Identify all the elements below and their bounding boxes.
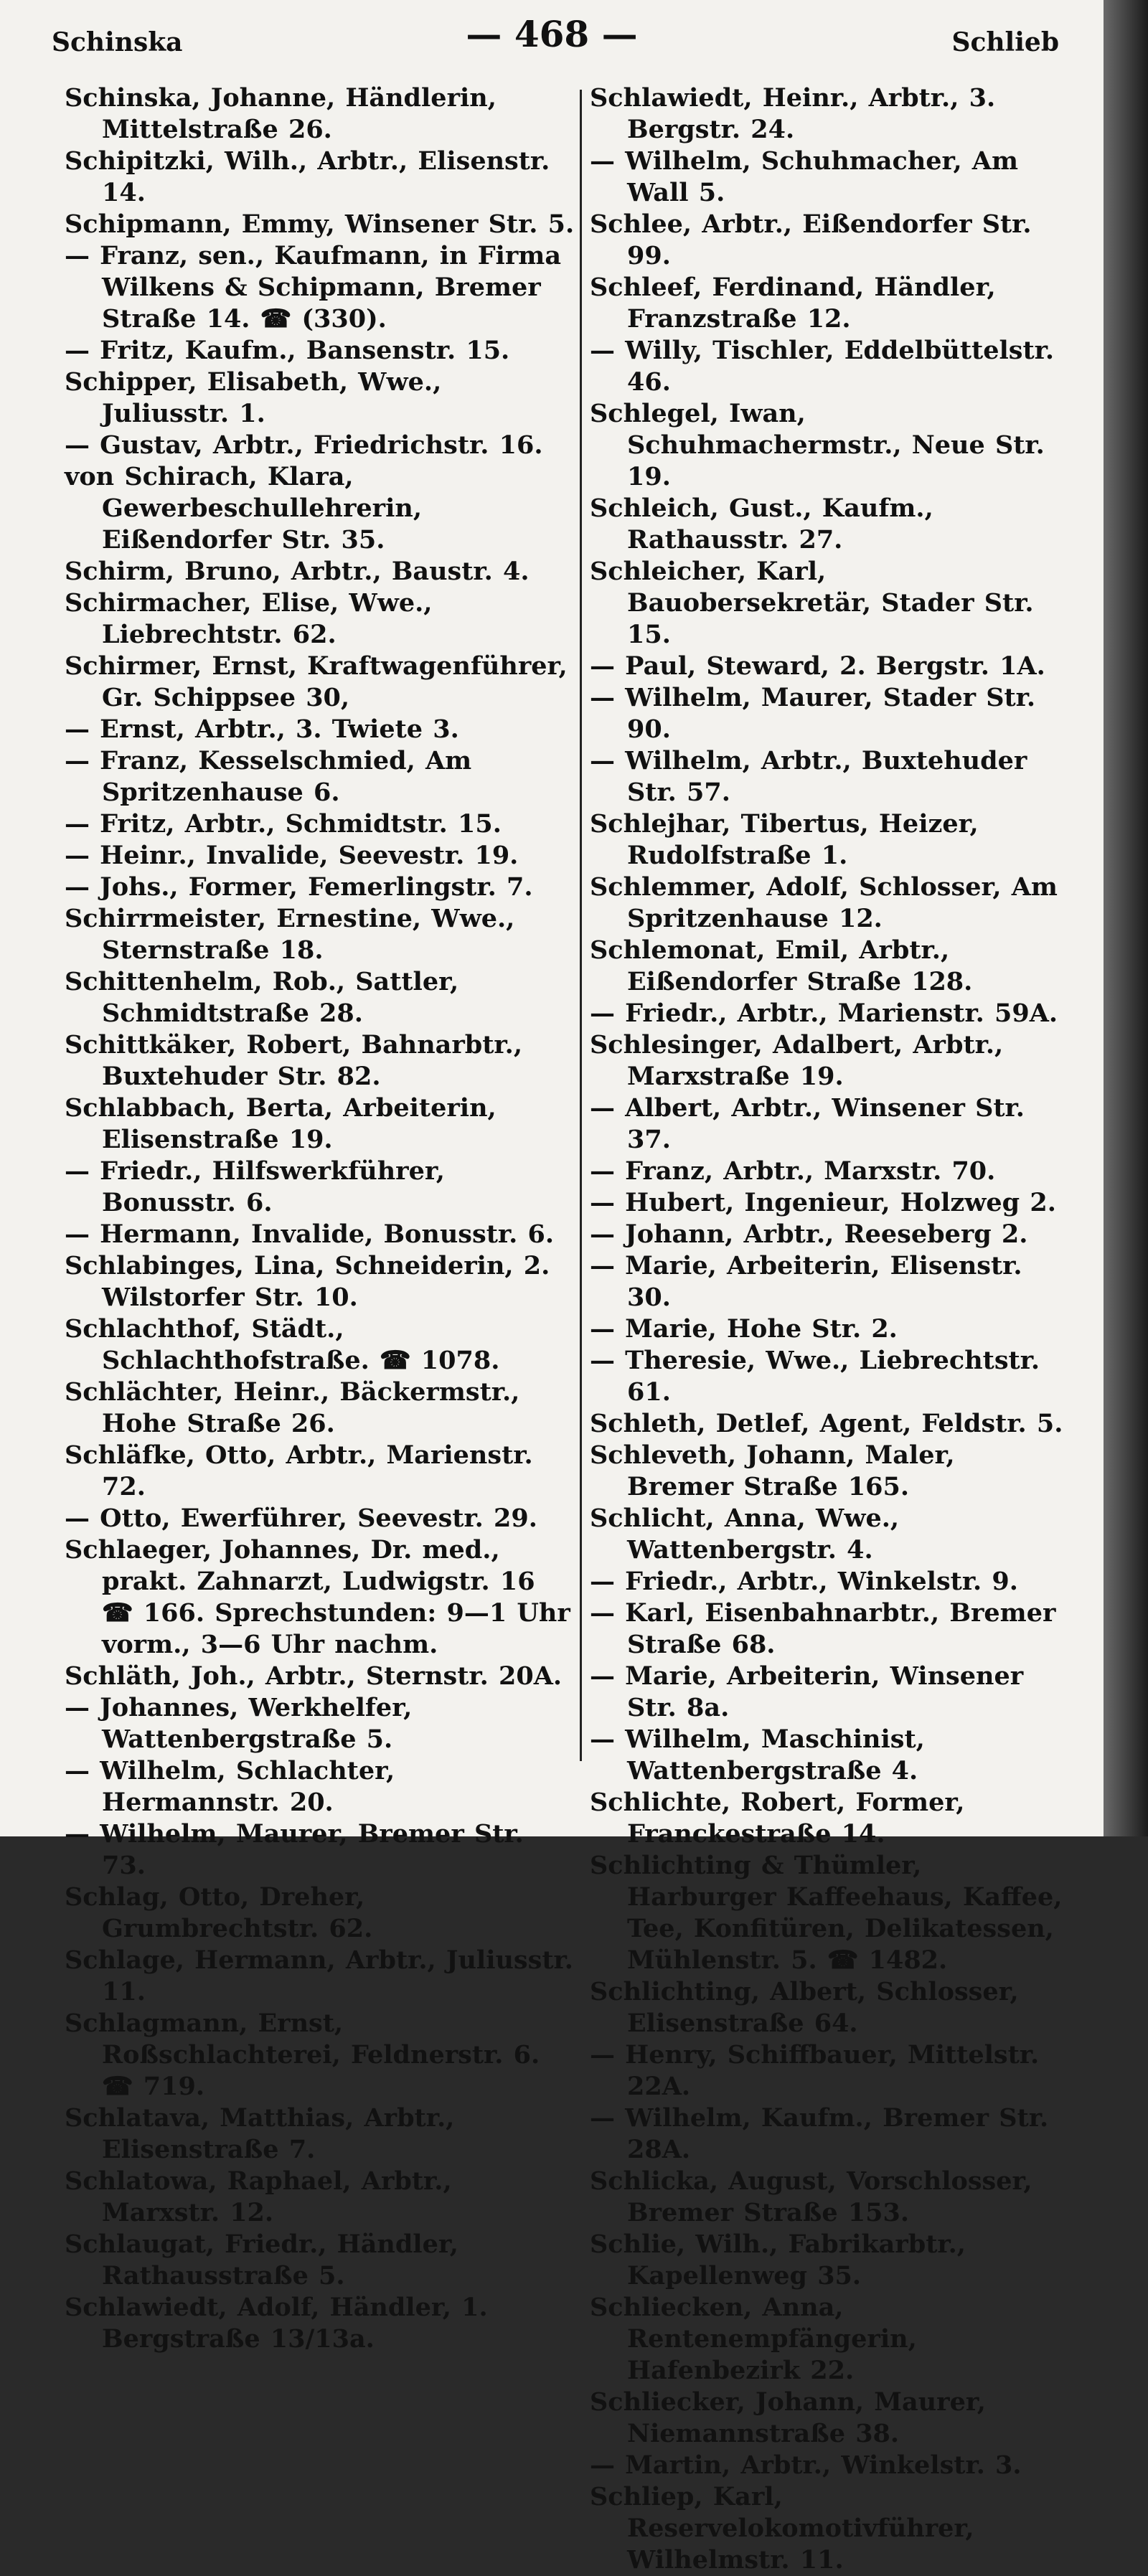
header-last-entry: Schlieb <box>951 27 1059 57</box>
directory-entry: — Wilhelm, Maurer, Stader Str. 90. <box>590 683 1036 744</box>
directory-entry: — Wilhelm, Maschinist, Wattenbergstraße 4. <box>590 1725 925 1785</box>
directory-entry: — Johannes, Werkhelfer, Wattenbergstraße 5. <box>65 1693 413 1754</box>
directory-entry: Schipitzki, Wilh., Arbtr., Elisenstr. 14. <box>65 146 550 207</box>
directory-entry: — Fritz, Kaufm., Bansenstr. 15. <box>65 336 510 365</box>
directory-entry: Schlag, Otto, Dreher, Grumbrechtstr. 62. <box>65 1882 373 1943</box>
directory-entry: Schleth, Detlef, Agent, Feldstr. 5. <box>590 1409 1063 1438</box>
directory-entry: Schlachthof, Städt., Schlachthofstraße. ☎ 1078. <box>65 1314 500 1375</box>
directory-entry: — Hubert, Ingenieur, Holzweg 2. <box>590 1188 1056 1217</box>
directory-entry: — Marie, Arbeiterin, Elisenstr. 30. <box>590 1251 1022 1312</box>
directory-entry: Schlichting, Albert, Schlosser, Elisenstraße 64. <box>590 1977 1019 2038</box>
directory-entry: Schlagmann, Ernst, Roßschlachterei, Feldnerstr. 6. ☎ 719. <box>65 2009 540 2101</box>
directory-entry: Schleicher, Karl, Bauobersekretär, Stader Str. 15. <box>590 557 1034 649</box>
directory-entry: Schlee, Arbtr., Eißendorfer Str. 99. <box>590 209 1032 270</box>
header-first-entry: Schinska <box>52 27 183 57</box>
directory-entry: Schläth, Joh., Arbtr., Sternstr. 20A. <box>65 1661 563 1691</box>
directory-entry: Schlemmer, Adolf, Schlosser, Am Spritzenhause 12. <box>590 872 1058 933</box>
directory-entry: Schläfke, Otto, Arbtr., Marienstr. 72. <box>65 1440 533 1501</box>
directory-entry: Schlie, Wilh., Fabrikarbtr., Kapellenweg 35. <box>590 2230 966 2290</box>
directory-entry: — Karl, Eisenbahnarbtr., Bremer Straße 68. <box>590 1598 1056 1659</box>
page-number: — 468 — <box>466 13 638 55</box>
directory-entry: — Albert, Arbtr., Winsener Str. 37. <box>590 1093 1025 1154</box>
directory-entry: — Johann, Arbtr., Reeseberg 2. <box>590 1219 1028 1249</box>
directory-entry: Schlaeger, Johannes, Dr. med., prakt. Zahnarzt, Ludwigstr. 16 ☎ 166. Sprechstunden: 9—1 Uhr vorm., 3—6 Uhr nachm. <box>65 1535 570 1659</box>
left-column <box>65 82 575 2354</box>
directory-entry: — Marie, Hohe Str. 2. <box>590 1314 898 1344</box>
directory-entry: Schlemonat, Emil, Arbtr., Eißendorfer Straße 128. <box>590 935 973 996</box>
directory-entry: Schlicka, August, Vorschlosser, Bremer Straße 153. <box>590 2166 1032 2227</box>
directory-entry: Schliep, Karl, Reservelokomotivführer, Wilhelmstr. 11. <box>590 2482 974 2575</box>
directory-entry: Schlawiedt, Adolf, Händler, 1. Bergstraße 13/13a. <box>65 2293 488 2354</box>
directory-entry: Schlabinges, Lina, Schneiderin, 2. Wilstorfer Str. 10. <box>65 1251 550 1312</box>
directory-entry: Schirmacher, Elise, Wwe., Liebrechtstr. 62. <box>65 588 433 649</box>
column-divider <box>580 90 582 1761</box>
directory-entry: Schittkäker, Robert, Bahnarbtr., Buxtehuder Str. 82. <box>65 1030 523 1091</box>
directory-entry: — Franz, sen., Kaufmann, in Firma Wilkens & Schipmann, Bremer Straße 14. ☎ (330). <box>65 241 562 334</box>
directory-entry: — Wilhelm, Arbtr., Buxtehuder Str. 57. <box>590 746 1027 807</box>
directory-entry: Schipmann, Emmy, Winsener Str. 5. <box>65 209 575 239</box>
directory-entry: — Hermann, Invalide, Bonusstr. 6. <box>65 1219 555 1249</box>
directory-entry: — Fritz, Arbtr., Schmidtstr. 15. <box>65 809 502 839</box>
directory-entry: — Paul, Steward, 2. Bergstr. 1A. <box>590 651 1045 681</box>
directory-entry: — Wilhelm, Maurer, Bremer Str. 73. <box>65 1819 524 1880</box>
directory-entry: Schlatava, Matthias, Arbtr., Elisenstraße 7. <box>65 2103 455 2164</box>
directory-entry: Schlejhar, Tibertus, Heizer, Rudolfstraße 1. <box>590 809 979 870</box>
directory-entry: Schliecker, Johann, Maurer, Niemannstraße 38. <box>590 2387 986 2448</box>
directory-entry: — Ernst, Arbtr., 3. Twiete 3. <box>65 714 459 744</box>
page-header <box>0 13 1104 70</box>
directory-entry: Schirrmeister, Ernestine, Wwe., Sternstraße 18. <box>65 904 515 965</box>
directory-entry: — Friedr., Hilfswerkführer, Bonusstr. 6. <box>65 1156 445 1217</box>
directory-entry: — Friedr., Arbtr., Winkelstr. 9. <box>590 1567 1018 1596</box>
directory-entry: — Johs., Former, Femerlingstr. 7. <box>65 872 533 902</box>
directory-entry: Schlächter, Heinr., Bäckermstr., Hohe Straße 26. <box>65 1377 520 1438</box>
directory-entry: Schirmer, Ernst, Kraftwagenführer, Gr. Schippsee 30, <box>65 651 568 712</box>
directory-entry: — Wilhelm, Schlachter, Hermannstr. 20. <box>65 1756 395 1817</box>
directory-entry: — Heinr., Invalide, Seevestr. 19. <box>65 841 519 870</box>
directory-entry: Schliecken, Anna, Rentenempfängerin, Hafenbezirk 22. <box>590 2293 917 2385</box>
directory-entry: Schittenhelm, Rob., Sattler, Schmidtstraße 28. <box>65 967 459 1028</box>
directory-entry: Schlage, Hermann, Arbtr., Juliusstr. 11. <box>65 1945 573 2006</box>
directory-entry: Schlicht, Anna, Wwe., Wattenbergstr. 4. <box>590 1504 900 1565</box>
directory-entry: Schinska, Johanne, Händlerin, Mittelstraße 26. <box>65 83 497 144</box>
directory-entry: — Franz, Arbtr., Marxstr. 70. <box>590 1156 996 1186</box>
directory-entry: — Friedr., Arbtr., Marienstr. 59A. <box>590 999 1058 1028</box>
directory-entry: — Theresie, Wwe., Liebrechtstr. 61. <box>590 1346 1040 1407</box>
right-column <box>590 82 1069 2575</box>
directory-entry: — Martin, Arbtr., Winkelstr. 3. <box>590 2450 1022 2480</box>
directory-entry: Schleich, Gust., Kaufm., Rathausstr. 27. <box>590 494 933 555</box>
directory-entry: Schlesinger, Adalbert, Arbtr., Marxstraße 19. <box>590 1030 1004 1091</box>
directory-entry: — Wilhelm, Kaufm., Bremer Str. 28A. <box>590 2103 1049 2164</box>
directory-entry: Schipper, Elisabeth, Wwe., Juliusstr. 1. <box>65 367 442 428</box>
directory-entry: Schlichte, Robert, Former, Franckestraße 14. <box>590 1788 965 1849</box>
directory-entry: Schlaugat, Friedr., Händler, Rathausstraße 5. <box>65 2230 458 2290</box>
directory-entry: Schlatowa, Raphael, Arbtr., Marxstr. 12. <box>65 2166 452 2227</box>
directory-entry: — Henry, Schiffbauer, Mittelstr. 22A. <box>590 2040 1040 2101</box>
directory-entry: — Franz, Kesselschmied, Am Spritzenhause 6. <box>65 746 472 807</box>
directory-entry: — Wilhelm, Schuhmacher, Am Wall 5. <box>590 146 1019 207</box>
directory-entry: — Gustav, Arbtr., Friedrichstr. 16. <box>65 430 543 460</box>
directory-entry: Schleveth, Johann, Maler, Bremer Straße 165. <box>590 1440 955 1501</box>
directory-entry: Schlabbach, Berta, Arbeiterin, Elisenstraße 19. <box>65 1093 497 1154</box>
directory-entry: Schirm, Bruno, Arbtr., Baustr. 4. <box>65 557 530 586</box>
directory-entry: Schlawiedt, Heinr., Arbtr., 3. Bergstr. 24. <box>590 83 996 144</box>
directory-entry: Schleef, Ferdinand, Händler, Franzstraße 12. <box>590 273 996 334</box>
directory-entry: Schlichting & Thümler, Harburger Kaffeehaus, Kaffee, Tee, Konfitüren, Delikatessen, Mühlenstr. 5. ☎ 1482. <box>590 1851 1063 1975</box>
page-edge-shadow <box>1104 0 1148 1836</box>
directory-entry: — Willy, Tischler, Eddelbüttelstr. 46. <box>590 336 1055 397</box>
directory-entry: Schlegel, Iwan, Schuhmachermstr., Neue Str. 19. <box>590 399 1045 491</box>
directory-entry: — Otto, Ewerführer, Seevestr. 29. <box>65 1504 537 1533</box>
directory-entry: — Marie, Arbeiterin, Winsener Str. 8a. <box>590 1661 1024 1722</box>
directory-entry: von Schirach, Klara, Gewerbeschullehrerin, Eißendorfer Str. 35. <box>65 462 423 555</box>
